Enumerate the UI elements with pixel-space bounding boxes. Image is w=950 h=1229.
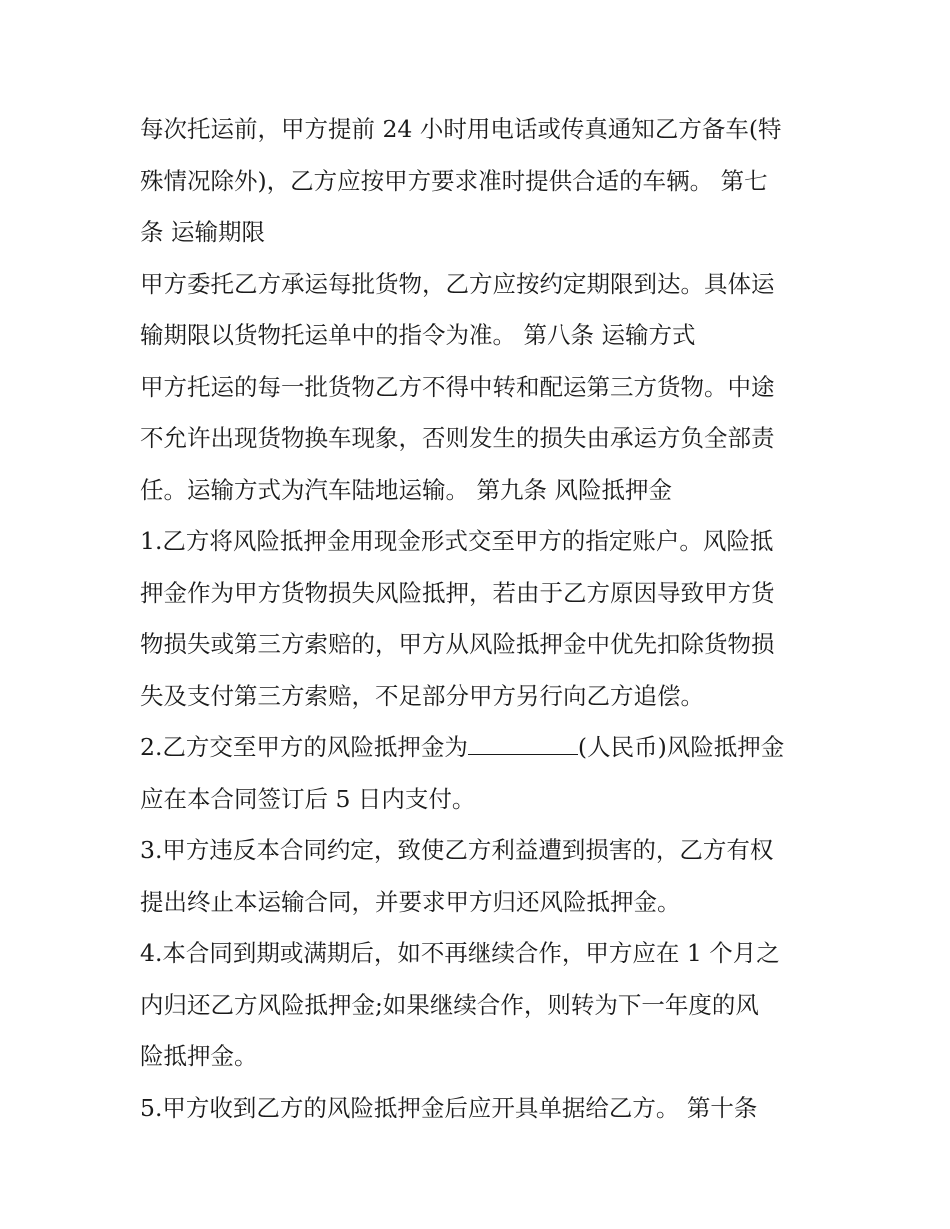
text-line: 每次托运前，甲方提前 24 小时用电话或传真通知乙方备车(特 [140, 115, 782, 143]
text-line: 押金作为甲方货物损失风险抵押，若由于乙方原因导致甲方货 [140, 578, 775, 607]
text-line: 殊情况除外)，乙方应按甲方要求准时提供合适的车辆。 第七 [140, 166, 768, 195]
text-line: 险抵押金。 [140, 1042, 258, 1070]
text-line: 失及支付第三方索赔，不足部分甲方另行向乙方追偿。 [140, 681, 704, 710]
text-line: 不允许出现货物换车现象，否则发生的损失由承运方负全部责 [140, 424, 775, 452]
text-line: 物损失或第三方索赔的，甲方从风险抵押金中优先扣除货物损 [140, 630, 775, 658]
text-line: 任。运输方式为汽车陆地运输。 第九条 风险抵押金 [140, 475, 672, 504]
deposit-amount-line [140, 722, 820, 774]
deposit-text-before: 2.乙方交至甲方的风险抵押金为 [140, 733, 468, 761]
text-line: 甲方委托乙方承运每批货物，乙方应按约定期限到达。具体运 [140, 269, 775, 298]
text-line: 4.本合同到期或满期后，如不再继续合作，甲方应在 1 个月之 [140, 939, 780, 967]
text-line: 应在本合同签订后 5 日内支付。 [140, 784, 476, 813]
deposit-text-after: (人民币)风险抵押金 [577, 733, 785, 761]
text-line: 5.甲方收到乙方的风险抵押金后应开具单据给乙方。 第十条 [140, 1093, 758, 1122]
text-line: 提出终止本运输合同，并要求甲方归还风险抵押金。 [140, 887, 681, 916]
document-body [140, 104, 820, 1134]
deposit-amount-blank [468, 728, 578, 755]
text-line: 条 运输期限 [140, 218, 265, 246]
text-line: 1.乙方将风险抵押金用现金形式交至甲方的指定账户。风险抵 [140, 527, 774, 555]
text-line: 输期限以货物托运单中的指令为准。 第八条 运输方式 [140, 321, 696, 349]
text-line: 3.甲方违反本合同约定，致使乙方利益遭到损害的，乙方有权 [140, 836, 774, 864]
text-line: 甲方托运的每一批货物乙方不得中转和配运第三方货物。中途 [140, 372, 775, 401]
text-line: 内归还乙方风险抵押金;如果继续合作，则转为下一年度的风 [140, 990, 759, 1019]
